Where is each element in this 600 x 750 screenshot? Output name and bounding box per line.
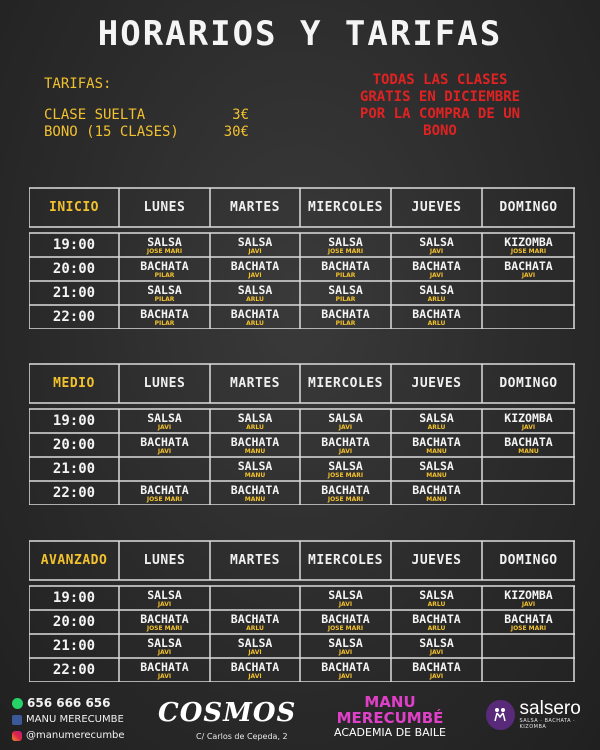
class-name: BACHATA <box>321 611 370 626</box>
class-name: SALSA <box>419 410 454 425</box>
class-name: BACHATA <box>140 482 189 497</box>
level-label: AVANZADO <box>40 553 108 568</box>
class-cell <box>119 233 210 257</box>
class-name: BACHATA <box>504 258 553 273</box>
class-name: BACHATA <box>230 434 280 449</box>
class-name: BACHATA <box>230 659 280 674</box>
class-name: SALSA <box>419 458 454 473</box>
class-cell <box>210 586 300 610</box>
teacher-name: PILAR <box>335 271 356 279</box>
facebook-contact[interactable] <box>12 714 124 725</box>
whatsapp-contact[interactable] <box>12 696 111 710</box>
academia-label: ACADEMIA DE BAILE <box>333 726 447 739</box>
phone-number: 656 666 656 <box>27 696 111 710</box>
class-cell <box>300 233 391 257</box>
teacher-name: JAVI <box>338 672 353 680</box>
class-name: SALSA <box>147 587 182 602</box>
facebook-icon <box>12 715 22 725</box>
day-header: DOMINGO <box>499 200 558 215</box>
teacher-name: ARLU <box>246 319 264 327</box>
schedule-block-2 <box>29 540 575 682</box>
teacher-name: MANU <box>426 495 447 503</box>
teacher-name: JAVI <box>248 672 262 680</box>
day-header: MARTES <box>230 200 280 215</box>
class-name: SALSA <box>237 410 273 425</box>
class-cell <box>119 658 210 682</box>
class-cell <box>210 257 300 281</box>
class-name: SALSA <box>237 458 273 473</box>
class-name: SALSA <box>147 282 182 297</box>
teacher-name: JAVI <box>429 648 444 656</box>
promo-notice <box>320 72 560 140</box>
teacher-name: JAVI <box>157 423 172 431</box>
day-header: MARTES <box>230 376 280 391</box>
class-name: BACHATA <box>412 434 461 449</box>
class-cell <box>391 409 482 433</box>
teacher-name: MANU <box>244 495 266 503</box>
class-cell <box>391 281 482 305</box>
day-header: LUNES <box>143 376 186 391</box>
manu-logo-line: MANU <box>364 693 416 711</box>
teacher-name: ARLU <box>427 600 446 608</box>
class-cell <box>300 305 391 329</box>
salsero-logo <box>486 700 600 730</box>
teacher-name: JAVI <box>521 423 536 431</box>
class-cell <box>391 634 482 658</box>
class-cell <box>482 634 575 658</box>
class-name: KIZOMBA <box>504 587 553 602</box>
class-name: BACHATA <box>321 258 370 273</box>
teacher-name: ARLU <box>427 295 446 303</box>
class-cell <box>391 658 482 682</box>
footer <box>0 690 600 750</box>
class-name: SALSA <box>328 410 363 425</box>
class-name: KIZOMBA <box>504 410 553 425</box>
class-name: SALSA <box>419 234 454 249</box>
day-header: LUNES <box>143 200 186 215</box>
time-slot: 22:00 <box>52 485 96 501</box>
tarifa-price: 30€ <box>223 124 249 140</box>
teacher-name: JAVI <box>429 247 444 255</box>
day-header: LUNES <box>143 553 186 568</box>
instagram-handle: @manumerecumbe <box>26 730 125 741</box>
instagram-icon <box>12 731 22 741</box>
teacher-name: JOSE MARI <box>327 471 364 479</box>
teacher-name: JOSE MARI <box>327 624 364 632</box>
class-cell <box>300 658 391 682</box>
class-name: SALSA <box>328 282 363 297</box>
tarifa-row <box>44 124 249 141</box>
teacher-name: JAVI <box>338 423 353 431</box>
class-cell <box>391 481 482 505</box>
teacher-name: JAVI <box>157 672 172 680</box>
facebook-handle: MANU MERECUMBE <box>26 714 124 725</box>
class-name: SALSA <box>237 282 273 297</box>
teacher-name: JAVI <box>338 648 353 656</box>
schedule-block-0 <box>29 187 575 329</box>
class-cell <box>482 257 575 281</box>
class-cell <box>119 586 210 610</box>
class-cell <box>482 586 575 610</box>
time-slot: 20:00 <box>52 261 96 277</box>
teacher-name: ARLU <box>246 624 264 632</box>
tarifas-heading: TARIFAS: <box>44 76 112 92</box>
teacher-name: MANU <box>518 447 539 455</box>
class-cell <box>210 233 300 257</box>
day-header: MARTES <box>230 553 280 568</box>
class-name: BACHATA <box>504 611 553 626</box>
teacher-name: JAVI <box>429 271 444 279</box>
time-slot: 19:00 <box>52 590 96 606</box>
class-cell <box>482 433 575 457</box>
class-name: BACHATA <box>140 659 189 674</box>
class-name: BACHATA <box>412 482 461 497</box>
teacher-name: PILAR <box>335 319 356 327</box>
class-name: KIZOMBA <box>504 234 553 249</box>
teacher-name: PILAR <box>335 295 356 303</box>
teacher-name: JOSE MARI <box>510 247 547 255</box>
class-name: BACHATA <box>140 258 189 273</box>
manu-merecumbe-logo <box>320 694 460 739</box>
class-cell <box>482 305 575 329</box>
time-slot: 20:00 <box>52 437 96 453</box>
class-cell <box>119 481 210 505</box>
salsero-word: salsero <box>519 698 581 719</box>
promo-line: TODAS LAS CLASES <box>372 72 508 88</box>
time-slot: 22:00 <box>52 662 96 678</box>
teacher-name: ARLU <box>427 423 446 431</box>
class-cell <box>210 634 300 658</box>
class-name: BACHATA <box>321 482 370 497</box>
teacher-name: JAVI <box>157 447 172 455</box>
teacher-name: MANU <box>426 471 447 479</box>
class-cell <box>482 610 575 634</box>
class-name: SALSA <box>147 635 182 650</box>
class-cell <box>391 433 482 457</box>
class-name: SALSA <box>237 635 273 650</box>
tarifas-box <box>44 76 249 141</box>
class-name: BACHATA <box>140 434 189 449</box>
class-name: SALSA <box>328 635 363 650</box>
class-cell <box>210 281 300 305</box>
class-name: SALSA <box>328 458 363 473</box>
teacher-name: JAVI <box>157 648 172 656</box>
class-name: BACHATA <box>412 659 461 674</box>
class-cell <box>391 457 482 481</box>
class-name: SALSA <box>419 587 454 602</box>
teacher-name: JAVI <box>338 600 353 608</box>
class-cell <box>119 457 210 481</box>
class-cell <box>300 281 391 305</box>
teacher-name: JAVI <box>248 271 262 279</box>
class-name: BACHATA <box>321 434 370 449</box>
tarifa-label: CLASE SUELTA <box>44 107 146 123</box>
time-slot: 22:00 <box>52 309 96 325</box>
class-cell <box>210 305 300 329</box>
class-cell <box>300 634 391 658</box>
cosmos-address: C/ Carlos de Cepeda, 2 <box>196 732 288 741</box>
teacher-name: JOSE MARI <box>146 495 183 503</box>
class-cell <box>119 281 210 305</box>
teacher-name: JOSE MARI <box>327 495 364 503</box>
teacher-name: JAVI <box>248 648 262 656</box>
class-cell <box>119 610 210 634</box>
teacher-name: ARLU <box>246 295 264 303</box>
class-cell <box>210 409 300 433</box>
time-slot: 19:00 <box>52 413 96 429</box>
cosmos-logo: COSMOS <box>158 698 297 728</box>
class-cell <box>391 257 482 281</box>
class-cell <box>210 658 300 682</box>
class-name: SALSA <box>237 234 273 249</box>
teacher-name: MANU <box>426 447 447 455</box>
tarifa-row <box>44 107 249 124</box>
class-name: SALSA <box>147 234 182 249</box>
class-name: BACHATA <box>412 306 461 321</box>
class-name: SALSA <box>147 410 182 425</box>
teacher-name: JAVI <box>521 600 536 608</box>
dancers-icon <box>486 700 515 730</box>
teacher-name: MANU <box>244 471 266 479</box>
class-name: BACHATA <box>321 659 370 674</box>
class-cell <box>300 409 391 433</box>
class-name: BACHATA <box>230 482 280 497</box>
time-slot: 21:00 <box>52 285 96 301</box>
class-cell <box>210 610 300 634</box>
day-header: JUEVES <box>411 553 462 568</box>
manu-logo-line: MERECUMBÉ <box>336 709 444 727</box>
class-name: SALSA <box>419 282 454 297</box>
class-cell <box>391 586 482 610</box>
teacher-name: JOSE MARI <box>146 247 183 255</box>
teacher-name: PILAR <box>154 319 175 327</box>
class-cell <box>210 457 300 481</box>
instagram-contact[interactable] <box>12 730 125 741</box>
whatsapp-icon <box>12 698 23 709</box>
teacher-name: JAVI <box>521 271 536 279</box>
class-cell <box>482 481 575 505</box>
teacher-name: MANU <box>244 447 266 455</box>
class-cell <box>391 233 482 257</box>
class-name: BACHATA <box>140 611 189 626</box>
teacher-name: JAVI <box>429 672 444 680</box>
promo-line: BONO <box>423 123 457 139</box>
class-cell <box>482 233 575 257</box>
teacher-name: ARLU <box>246 423 264 431</box>
promo-line: POR LA COMPRA DE UN <box>359 106 521 122</box>
class-cell <box>300 433 391 457</box>
class-name: BACHATA <box>230 611 280 626</box>
teacher-name: JAVI <box>157 600 172 608</box>
day-header: MIERCOLES <box>308 376 383 391</box>
class-cell <box>482 409 575 433</box>
class-cell <box>482 658 575 682</box>
class-cell <box>300 481 391 505</box>
teacher-name: JOSE MARI <box>510 624 547 632</box>
class-name: BACHATA <box>230 306 280 321</box>
teacher-name: PILAR <box>154 271 175 279</box>
salsero-tagline: SALSA · BACHATA · KIZOMBA <box>519 718 576 730</box>
time-slot: 21:00 <box>52 638 96 654</box>
schedule-block-1 <box>29 363 575 505</box>
day-header: DOMINGO <box>499 553 558 568</box>
class-name: SALSA <box>419 635 454 650</box>
class-name: BACHATA <box>412 611 461 626</box>
class-name: SALSA <box>328 234 363 249</box>
class-cell <box>391 305 482 329</box>
day-header: DOMINGO <box>499 376 558 391</box>
teacher-name: ARLU <box>427 319 446 327</box>
teacher-name: PILAR <box>154 295 175 303</box>
teacher-name: JOSE MARI <box>327 247 364 255</box>
class-cell <box>300 586 391 610</box>
day-header: JUEVES <box>411 376 462 391</box>
level-label: INICIO <box>49 200 99 215</box>
class-name: BACHATA <box>321 306 370 321</box>
teacher-name: JAVI <box>338 447 353 455</box>
time-slot: 20:00 <box>52 614 96 630</box>
class-cell <box>300 257 391 281</box>
class-cell <box>391 610 482 634</box>
teacher-name: ARLU <box>427 624 446 632</box>
class-cell <box>300 610 391 634</box>
class-cell <box>210 433 300 457</box>
level-label: MEDIO <box>53 376 95 391</box>
class-cell <box>119 409 210 433</box>
promo-line: GRATIS EN DICIEMBRE <box>359 89 521 105</box>
class-name: BACHATA <box>412 258 461 273</box>
class-name: BACHATA <box>504 434 553 449</box>
class-name: BACHATA <box>230 258 280 273</box>
teacher-name: JAVI <box>248 247 262 255</box>
tarifa-label: BONO (15 CLASES) <box>44 124 179 140</box>
class-cell <box>300 457 391 481</box>
class-cell <box>119 433 210 457</box>
page-title: HORARIOS Y TARIFAS <box>97 14 503 54</box>
class-cell <box>119 305 210 329</box>
class-name: SALSA <box>328 587 363 602</box>
day-header: JUEVES <box>411 200 462 215</box>
class-name: BACHATA <box>140 306 189 321</box>
class-cell <box>482 457 575 481</box>
time-slot: 19:00 <box>52 237 96 253</box>
day-header: MIERCOLES <box>308 553 383 568</box>
class-cell <box>119 634 210 658</box>
class-cell <box>210 481 300 505</box>
class-cell <box>482 281 575 305</box>
time-slot: 21:00 <box>52 461 96 477</box>
tarifa-price: 3€ <box>232 107 249 123</box>
class-cell <box>119 257 210 281</box>
teacher-name: JOSE MARI <box>146 624 183 632</box>
day-header: MIERCOLES <box>308 200 383 215</box>
